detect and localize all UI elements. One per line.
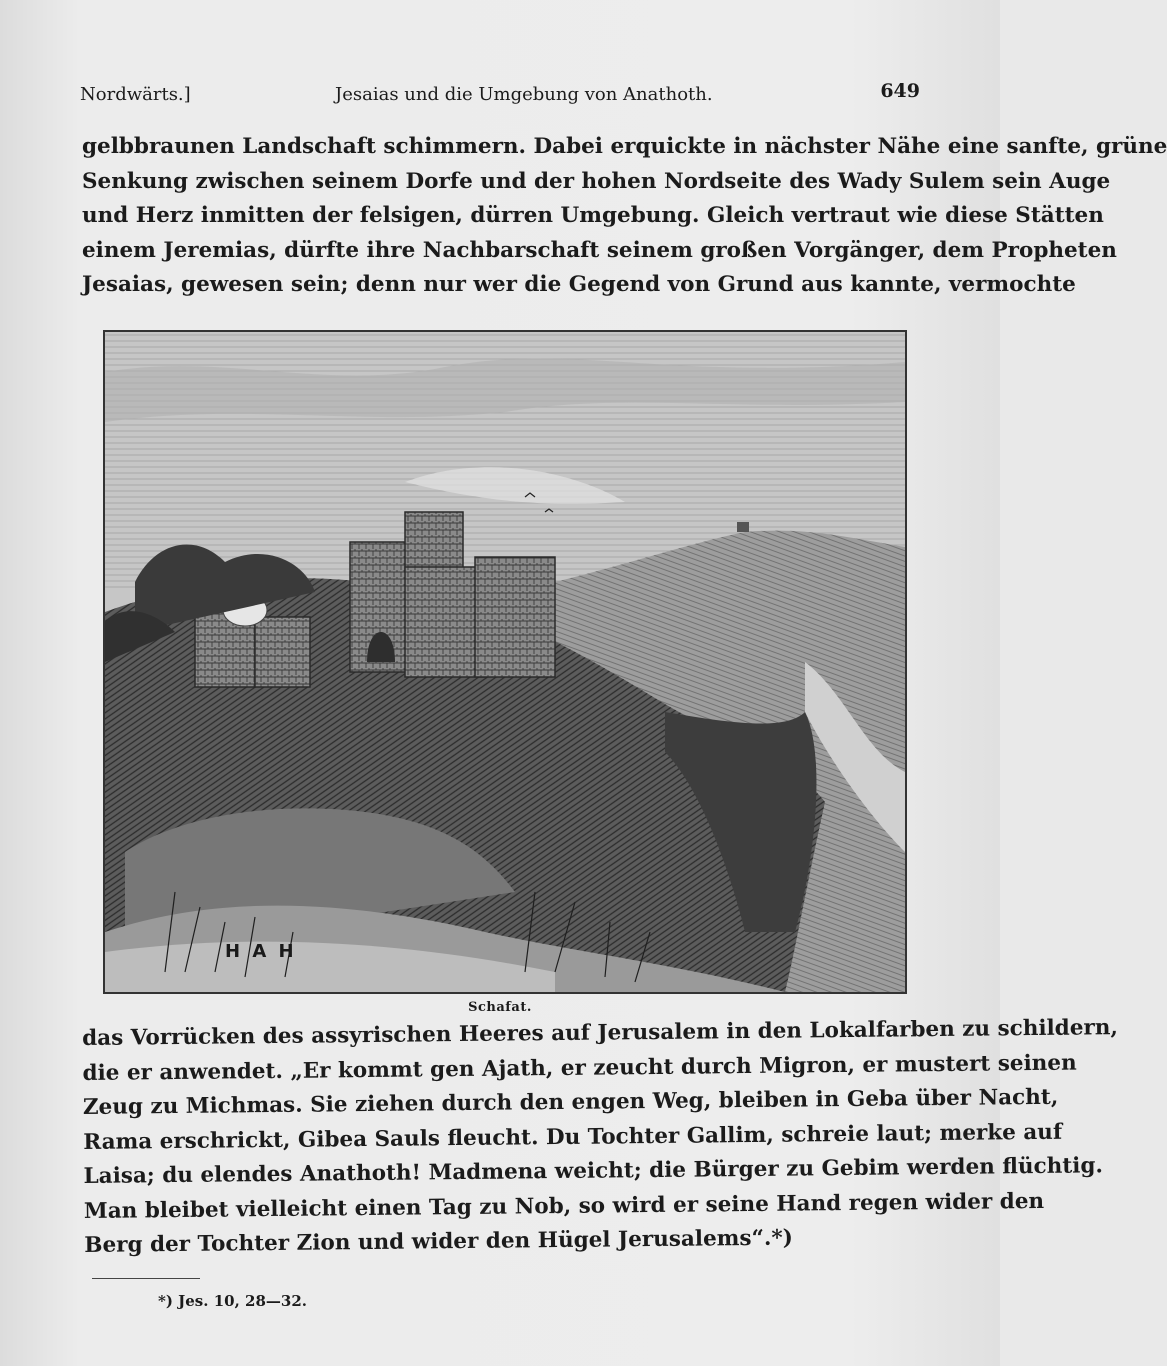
text-line: einem Jeremias, dürfte ihre Nachbarschaft seinem großen Vorgänger, dem Propheten [82, 237, 1117, 263]
text-line: Berg der Tochter Zion und wider den Hügel Jerusalems“.*) [84, 1225, 793, 1258]
paragraph-top [82, 130, 1167, 303]
footnote: *) Jes. 10, 28—32. [158, 1292, 307, 1310]
running-head [80, 80, 920, 112]
engraving-illustration [103, 330, 907, 994]
text-line: und Herz inmitten der felsigen, dürren Umgebung. Gleich vertraut wie diese Stätten [82, 203, 1104, 228]
ruins-landscape-engraving [105, 332, 905, 992]
text-line: das Vorrücken des assyrischen Heeres auf Jerusalem in den Lokalfarben zu schildern, [82, 1015, 1119, 1051]
text-line: Senkung zwischen seinem Dorfe und der hohen Nordseite des Wady Sulem sein Auge [82, 168, 1111, 194]
chapter-title: Jesaias und die Umgebung von Anathoth. [335, 84, 713, 105]
page-number: 649 [880, 80, 920, 102]
figure-caption: Schafat. [468, 1000, 532, 1015]
text-line: die er anwendet. „Er kommt gen Ajath, er zeucht durch Migron, er mustert seinen [82, 1050, 1077, 1086]
paragraph-bottom [82, 1013, 1119, 1263]
text-line: Laisa; du elendes Anathoth! Madmena weicht; die Bürger zu Gebim werden flüchtig. [83, 1153, 1104, 1189]
footnote-divider [92, 1278, 200, 1279]
text-line: Jesaias, gewesen sein; denn nur wer die Gegend von Grund aus kannte, vermochte [82, 272, 1076, 297]
artist-signature: H A H [225, 941, 297, 962]
text-line: Rama erschrickt, Gibea Sauls fleucht. Du Tochter Gallim, schreie laut; merke auf [83, 1119, 1063, 1155]
text-line: gelbbraunen Landschaft schimmern. Dabei erquickte in nächster Nähe eine sanfte, grüne [82, 134, 1167, 159]
text-line: Man bleibet vielleicht einen Tag zu Nob, so wird er seine Hand regen wider den [83, 1188, 1045, 1224]
section-marker: Nordwärts.] [80, 84, 191, 105]
text-line: Zeug zu Michmas. Sie ziehen durch den engen Weg, bleiben in Geba über Nacht, [82, 1084, 1059, 1120]
